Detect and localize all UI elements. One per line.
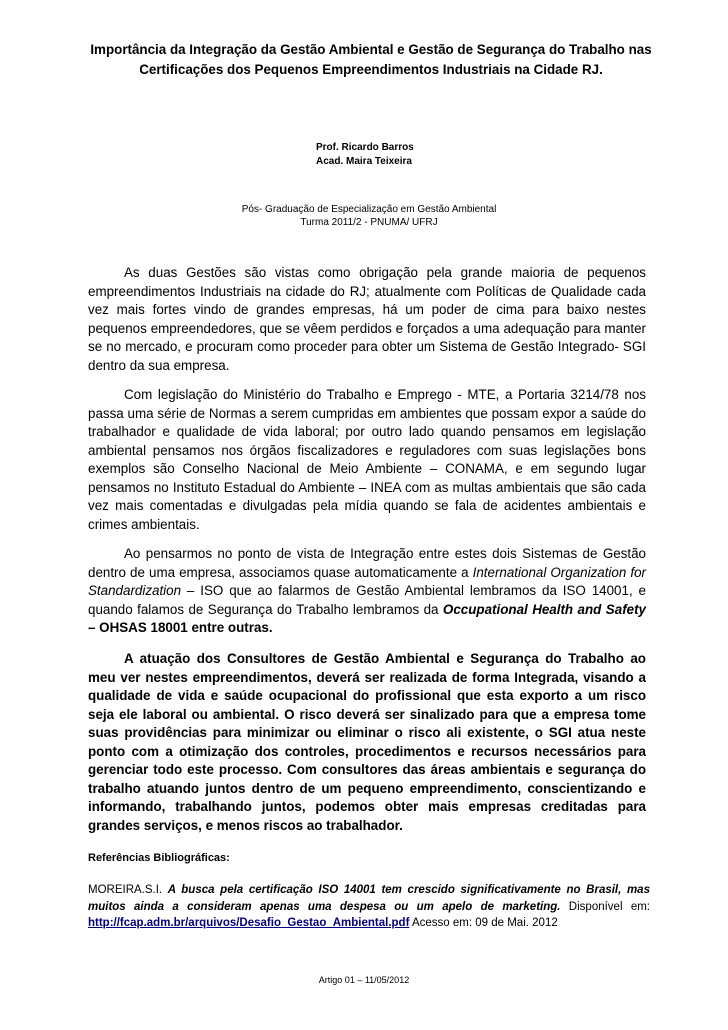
paragraph-3-bold-end: – OHSAS 18001 entre outras. [88, 620, 273, 635]
paragraph-3-bold-italic: Occupational Health and Safety [442, 601, 647, 617]
authors-block [316, 141, 414, 169]
reference-title: A busca pela certificação ISO 14001 tem crescido significativamente no Brasil, mas muitos ainda a consideram apenas uma despesa ou um apelo de marketing. [88, 884, 650, 913]
paragraph-2-text: Com legislação do Ministério do Trabalho e Emprego - MTE, a Portaria 3214/78 nos passa uma série de Normas a serem cumpridas em ambientes que possam expor a saúde do trabalhador e qualidade de vida laboral; por outro lado quando pensamos em legislação ambiental pensamos nos órgãos fiscalizadores e reguladores com suas legislações bons exemplos são Conselho Nacional de Meio Ambiente – CONAMA, e em segundo lugar pensamos no Instituto Estadual do Ambiente – INEA com as multas ambientais que são cada vez mais comentadas e divulgadas pela mídia quando se fala de acidentes ambientais e crimes ambientais. [88, 387, 646, 532]
reference-link[interactable]: http://fcap.adm.br/arquivos/Desafio_Gestao_Ambiental.pdf [88, 917, 410, 929]
references-heading: Referências Bibliográficas: [88, 852, 230, 864]
paragraph-1-text: As duas Gestões são vistas como obrigação pela grande maioria de pequenos empreendimentos Industriais na cidade do RJ; atualmente com Políticas de Qualidade cada vez mais fortes vindo de grandes empresas, há um poder de cima para baixo nestes pequenos empreendedores, que se vêem perdidos e forçados a uma adequação para manter se no mercado, e procuram como proceder para obter um Sistema de Gestão Integrado- SGI dentro da sua empresa. [88, 265, 646, 373]
author-name: Acad. Maira Teixeira [316, 156, 412, 167]
paragraph-2 [88, 386, 646, 534]
program-block [200, 204, 538, 229]
paragraph-4-text: A atuação dos Consultores de Gestão Ambiental e Segurança do Trabalho ao meu ver nestes empreendimentos, deverá ser realizada de forma Integrada, visando a qualidade de vida e saúde ocupacional do profissional que esta exporto a um risco seja ele laboral ou ambiental. O risco deverá ser sinalizado para que a empresa tome suas providências para minimizar ou eliminar o risco ali existente, o SGI atua neste ponto com a otimização dos controles, procedimentos e recursos necessários para gerenciar todo este processo. Com consultores das áreas ambientais e segurança do trabalho atuando juntos dentro de um pequeno empreendimento, conscientizando e informando, trabalhando juntos, podemos obter mais empresas creditadas para grandes serviços, e menos riscos ao trabalhador. [88, 651, 646, 833]
paragraph-1 [88, 264, 646, 375]
program-name: Pós- Graduação de Especialização em Gestão Ambiental [241, 204, 497, 215]
paragraph-3 [88, 545, 646, 638]
author-name: Prof. Ricardo Barros [316, 142, 414, 153]
reference-entry [88, 882, 650, 932]
paragraph-3-italic: International Organization for Standardization [88, 564, 646, 598]
paragraph-3-text: Ao pensarmos no ponto de vista de Integração entre estes dois Sistemas de Gestão dentro de uma empresa, associamos quase automaticamente a [88, 546, 646, 580]
program-class: Turma 2011/2 - PNUMA/ UFRJ [300, 216, 438, 228]
paragraph-3-text-cont: – ISO que ao falarmos de Gestão Ambiental lembramos da ISO 14001, e quando falamos de Segurança do Trabalho lembramos da [88, 583, 646, 617]
paragraph-4 [88, 650, 646, 835]
reference-accessed: Acesso em: 09 de Mai. 2012 [409, 917, 558, 929]
reference-author: MOREIRA.S.I. [88, 884, 168, 896]
document-title: Importância da Integração da Gestão Ambiental e Gestão de Segurança do Trabalho nas Certificações dos Pequenos Empreendimentos Industriais na Cidade RJ. [90, 42, 652, 77]
reference-available: Disponível em: [560, 900, 650, 913]
page-footer: Artigo 01 – 11/05/2012 [318, 975, 410, 985]
